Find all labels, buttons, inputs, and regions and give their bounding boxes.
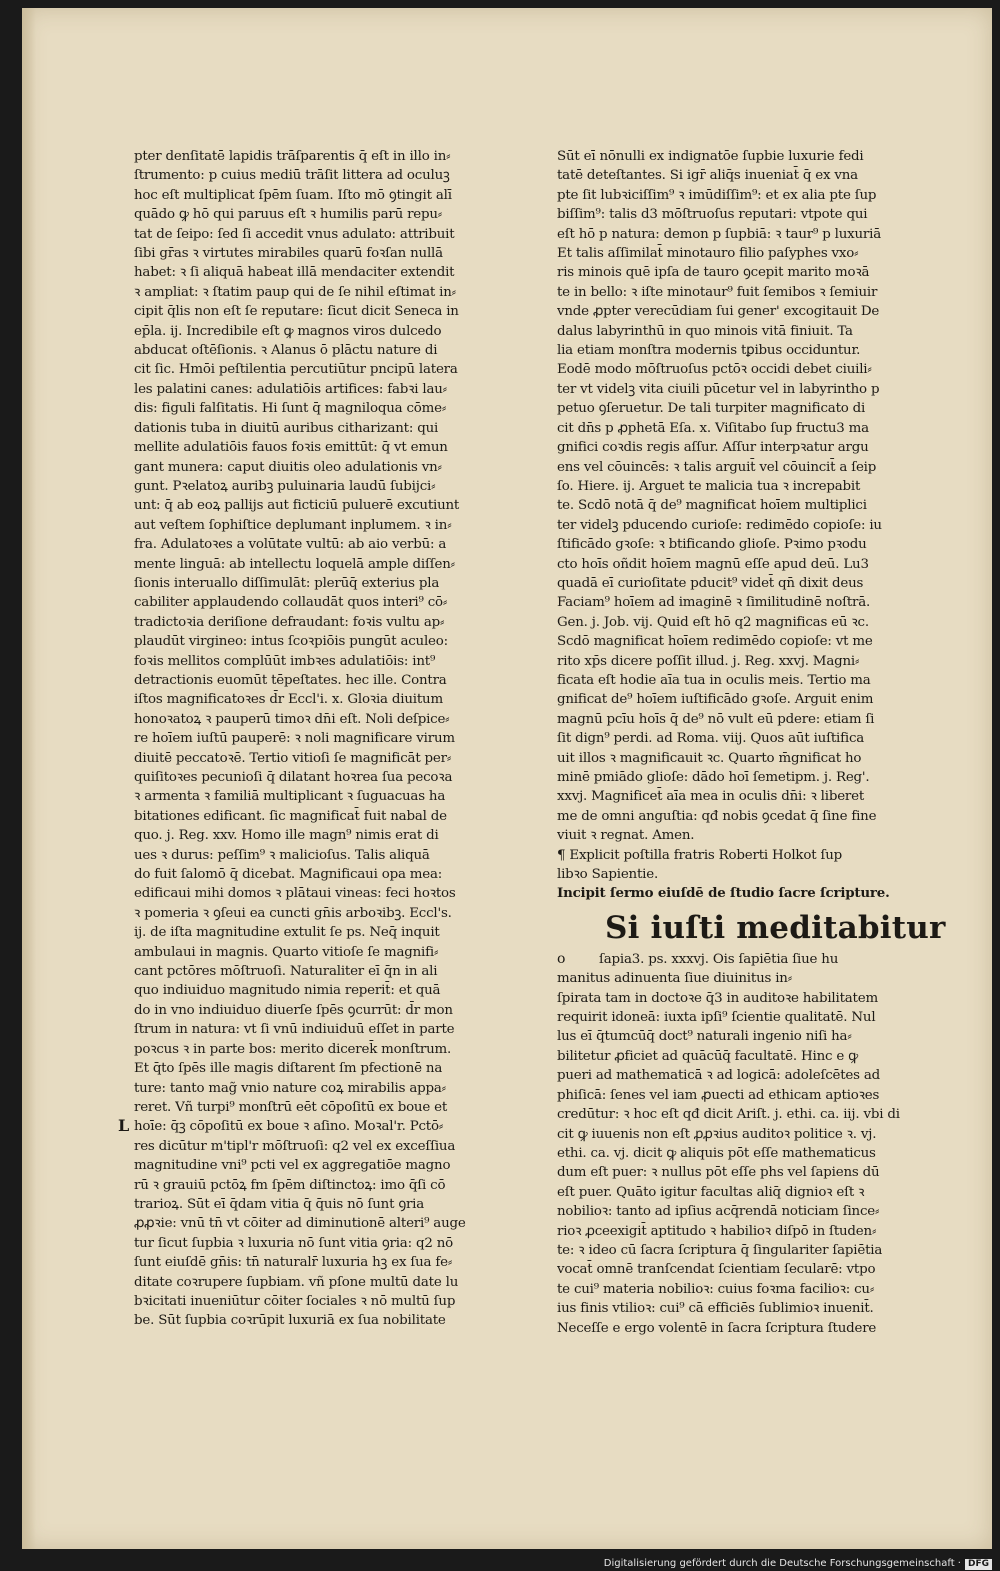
text-line: ꝛ armenta ꝛ familiā multiplicant ꝛ ſuguacuas ha — [134, 789, 446, 805]
text-line: cant pctōres mōſtruoſi. Naturaliter eī q̄n in ali — [134, 964, 438, 980]
text-line: cto hoīs oñdit hoīem magnū eſſe apud deū. Lu3 — [557, 556, 869, 572]
right-column-bottom-text — [557, 969, 952, 1338]
text-line: plaudūt virgineo: intus ſcoꝛpiōis pungūt aculeo: — [134, 634, 448, 650]
text-line: mellite adulatiōis fauos foꝛis emittūt: q̄ vt emun — [134, 440, 448, 456]
text-line: bilitetur ꝓficiet ad quācūq̄ facultatē. Hinc e ꝙ — [557, 1048, 858, 1064]
footer-credit-text: Digitalisierung gefördert durch die Deutsche Forschungsgemeinschaft · — [603, 1558, 961, 1569]
text-line: manitus adinuenta ſiue diuinitus in⸗ — [557, 971, 792, 987]
text-line: tur ſicut ſupbia ꝛ luxuria nō ſunt vitia ꝯria: q2 nō — [134, 1235, 453, 1251]
text-line: poꝛcus ꝛ in parte bos: merito dicerek̄ monſtrum. — [134, 1041, 452, 1057]
text-line: ij. de iſta magnitudine extulit ſe ps. Neq̄ inquit — [134, 925, 440, 941]
text-line: habet: ꝛ ſi aliquā habeat illā mendaciter extendit — [134, 265, 455, 281]
text-line: Gen. j. Job. vij. Quid eſt hō q2 magnificas eū ꝛc. — [557, 614, 869, 630]
incipit-heading-large: Si iuſti meditabitur — [605, 909, 946, 946]
text-line: pte ſit lubꝛiciſſim⁹ ꝛ imūdiſſim⁹: et ex alia pte ſup — [557, 187, 877, 203]
text-line: ſtrum in natura: vt ſi vnū indiuiduū eſſet in parte — [134, 1022, 455, 1038]
text-line: eſt hō p natura: demon p ſupbiā: ꝛ taur⁹ p luxuriā — [557, 226, 881, 242]
text-line: gnificat de⁹ hoīem iuſtificādo gꝛoſe. Arguit enim — [557, 692, 874, 708]
text-line: ꝓꝓꝛie: vnū tn̄ vt cōiter ad diminutionē alteri⁹ auge — [134, 1216, 466, 1232]
text-line: lia etiam monſtra modernis tꝑibus occiduntur. — [557, 343, 861, 359]
text-line: cabiliter applaudendo collaudāt quos interi⁹ cō⸗ — [134, 595, 448, 611]
text-line: quo. j. Reg. xxv. Homo ille magn⁹ nimis erat di — [134, 828, 439, 844]
text-line: vnde ꝓpter verecūdiam ſui gener' excogitauit De — [557, 304, 880, 320]
page-gutter-shadow — [22, 8, 36, 1549]
text-line: magnū pcīu hoīs q̄ de⁹ nō vult eū pdere: etiam ſi — [557, 711, 875, 727]
text-line: unt: q̄ ab eoꝝ pallijs aut ficticiū puluerē excutiunt — [134, 498, 460, 514]
text-line: vocat̄ omnē tranſcendat ſcientiam ſecularē: vtpo — [557, 1262, 876, 1278]
text-line: ter vt videlꝫ vita ciuili pūcetur vel in labyrintho p — [557, 381, 880, 397]
text-line: honoꝛatoꝝ ꝛ pauperū timoꝛ dn̄i eſt. Noli deſpice⸗ — [134, 711, 450, 727]
text-line: pter denſitatē lapidis trāſparentis q̄ eſt in illo in⸗ — [134, 149, 451, 164]
text-line: uit illos ꝛ magnificauit ꝛc. Quarto m̄gnificat ho — [557, 750, 862, 766]
text-line: ficata eſt hodie aīa tua in oculis meis. Tertio ma — [557, 672, 871, 688]
text-line: cit ꝙ iuuenis non eſt ꝓꝓꝛius auditoꝛ politice ꝛ. vj. — [557, 1126, 877, 1142]
text-line: Et talis aſſimilat̄ minotauro filio paſyphes vxo⸗ — [557, 246, 859, 262]
explicit-line: libꝛo Sapientie. — [557, 867, 659, 883]
text-line: fra. Adulatoꝛes a volūtate vultū: ab aio verbū: a — [134, 537, 447, 553]
text-line: ſionis interuallo diſſimulāt: plerūq̄ exterius pla — [134, 575, 440, 591]
text-line: cit ſic. Hmōi peſtilentia percutiūtur pncipū latera — [134, 362, 458, 378]
text-line: viuit ꝛ regnat. Amen. — [557, 828, 695, 844]
text-line: rito xp̄s dicere poſſit illud. j. Reg. xxvj. Magni⸗ — [557, 653, 860, 669]
text-line: edificaui mihi domos ꝛ plātaui vineas: feci hoꝛtos — [134, 886, 456, 902]
text-line: mente linguā: ab intellectu loquelā ample diſſen⸗ — [134, 556, 455, 572]
margin-letter: L — [118, 1116, 130, 1135]
right-column-top-text — [557, 147, 952, 846]
text-line: Scdō magnificat hoīem redimēdo copioſe: vt me — [557, 634, 873, 650]
text-line: cipit q̄lis non eſt ſe reputare: ſicut dicit Seneca in — [134, 304, 459, 320]
text-line: ſtificādo gꝛoſe: ꝛ btificando glioſe. Pꝛimo pꝛodu — [557, 537, 867, 553]
text-line: ſunt eiuſdē gn̄is: tn̄ naturalr̄ luxuria hꝫ ex ſua fe⸗ — [134, 1255, 453, 1271]
footer-bar — [0, 1557, 1000, 1571]
text-line: xxvj. Magnificet̄ aīa mea in oculis dn̄i: ꝛ liberet — [557, 789, 865, 805]
text-line: detractionis euomūt tēpeſtates. hec ille. Contra — [134, 672, 447, 688]
text-line: quadā eī curioſitate pducit⁹ videt̄ qn̄ dixit deus — [557, 575, 864, 591]
text-line: ditate coꝛrupere ſupbiam. vñ pſone multū date lu — [134, 1274, 459, 1290]
text-line: diuitē peccatoꝛē. Tertio vitioſi ſe magnificāt per⸗ — [134, 750, 452, 766]
text-line: gant munera: caput diuitis oleo adulationis vn⸗ — [134, 459, 442, 475]
guide-letter: o — [557, 950, 566, 967]
text-line: ens vel cōuincēs: ꝛ talis arguit̄ vel cōuincit̄ a ſeip — [557, 459, 877, 475]
text-line: ep̄la. ij. Incredibile eſt ꝙ magnos viros dulcedo — [134, 323, 442, 339]
text-line: Neceſſe e ergo volentē in ſacra ſcriptura ſtudere — [557, 1320, 877, 1336]
text-line: tat de ſeipo: ſed ſi accedit vnus adulato: attribuit — [134, 226, 455, 242]
text-line: ius finis vtilioꝛ: cui⁹ cā efficiēs ſublimioꝛ inuenit̄. — [557, 1301, 874, 1317]
text-line: Faciam⁹ hoīem ad imaginē ꝛ ſimilitudinē noſtrā. — [557, 595, 871, 611]
footer-credit — [604, 1558, 992, 1570]
text-line: te: ꝛ ideo cū ſacra ſcriptura q̄ ſingulariter ſapiētia — [557, 1242, 883, 1258]
text-line: les palatini canes: adulatiōis artifices: fabꝛi lau⸗ — [134, 381, 447, 397]
text-line: dalus labyrinthū in quo minois vitā finiuit. Ta — [557, 323, 853, 339]
dfg-logo: DFG — [965, 1559, 992, 1570]
text-line: Et q̄to ſpēs ille magis diſtarent ſm pfectionē na — [134, 1061, 443, 1077]
text-line: eſt puer. Quāto igitur facultas aliq̄ dignioꝛ eſt ꝛ — [557, 1184, 865, 1200]
text-line: re hoīem iuſtū pauperē: ꝛ noli magnificare virum — [134, 731, 455, 747]
text-line: nobilioꝛ: tanto ad ipſius acq̄rendā noticiam ſince⸗ — [557, 1204, 880, 1220]
text-line: te cui⁹ materia nobilioꝛ: cuius foꝛma facilioꝛ: cu⸗ — [557, 1281, 875, 1297]
text-line: dis: figuli falſitatis. Hi ſunt q̄ magniloqua cōme⸗ — [134, 401, 447, 417]
text-line: minē pmiādo glioſe: dādo hoī ſemetipm. j. Reg'. — [557, 770, 870, 785]
text-line: dum eſt puer: ꝛ nullus pōt eſſe phs vel ſapiens dū — [557, 1165, 880, 1181]
text-line: ris minois quē ipſa de tauro ꝯcepit marito moꝛā — [557, 265, 870, 281]
text-line: abducat oſtēſionis. ꝛ Alanus ō plāctu nature di — [134, 343, 438, 359]
text-line: ambulaui in magnis. Quarto vitioſe ſe magnifi⸗ — [134, 944, 439, 960]
text-line: dationis tuba in diuitū auribus citharizant: qui — [134, 420, 439, 436]
text-line: phiſicā: ſenes vel iam ꝓuecti ad ethicam aptioꝛes — [557, 1087, 880, 1103]
text-line: credūtur: ꝛ hoc eſt qđ dicit Ariſt. j. ethi. ca. iij. vbi di — [557, 1107, 900, 1123]
text-line: ſpirata tam in doctoꝛe q̄3 in auditoꝛe habilitatem — [557, 990, 878, 1006]
text-line: te in bello: ꝛ iſte minotaur⁹ fuit ſemibos ꝛ ſemiuir — [557, 284, 878, 300]
text-line: ſtrumento: p cuius mediū trāſit littera ad oculuꝫ — [134, 168, 450, 184]
text-line: me de omni anguſtia: qđ nobis ꝯcedat q̄ ſine fine — [557, 808, 877, 824]
text-line: rioꝛ ꝓceexigit̄ aptitudo ꝛ habilioꝛ diſpō in ſtuden⸗ — [557, 1223, 877, 1239]
text-line: lus eī q̄tumcūq̄ doct⁹ naturali ingenio niſi ha⸗ — [557, 1029, 852, 1045]
text-line: aut veſtem ſophiſtice deplumant inplumem. ꝛ in⸗ — [134, 517, 452, 533]
incipit-title: Incipit ſermo eiuſdē de ſtudio ſacre ſcripture. — [557, 885, 890, 902]
text-line: ſit dign⁹ perdi. ad Roma. viij. Quos aūt iuſtifica — [557, 731, 865, 747]
text-line: gnifici coꝛdis regis aſſur. Aſſur interpꝛatur argu — [557, 440, 869, 456]
text-line: be. Sūt ſupbia coꝛrūpit luxuriā ex ſua nobilitate — [134, 1313, 446, 1329]
text-line: Eodē modo mōſtruoſus pctōꝛ occidi debet ciuili⸗ — [557, 362, 872, 378]
text-line: magnitudine vni⁹ pcti vel ex aggregatiōe magno — [134, 1158, 451, 1174]
text-line: bitationes edificant. ſic magnificat̄ fuit nabal de — [134, 808, 447, 824]
text-line: pueri ad mathematicā ꝛ ad logicā: adoleſcētes ad — [557, 1068, 881, 1084]
incipit-first-line — [557, 950, 952, 969]
right-text-column — [557, 147, 952, 1338]
text-line: reret. Vñ turpi⁹ monſtrū eēt cōpoſitū ex boue et — [134, 1099, 448, 1115]
text-line: res dicūtur m'tipl'r mōſtruoſi: q2 vel ex exceſſiua — [134, 1138, 456, 1154]
text-line: trarioꝝ. Sūt eī q̄dam vitia q̄ q̄uis nō ſunt ꝯria — [134, 1196, 425, 1212]
text-line: hoīe: q̄ꝫ cōpoſitū ex boue ꝛ aſino. Moꝛal'r. Pctō⸗ — [134, 1119, 444, 1135]
text-line: gunt. Pꝛelatoꝝ auribꝫ puluinaria laudū ſubijci⸗ — [134, 478, 436, 494]
text-line: ꝛ pomeria ꝛ ꝯſeui ea cuncti gn̄is arboꝛibꝫ. Eccl's. — [134, 905, 452, 921]
text-line: quādo ꝙ hō qui paruus eſt ꝛ humilis parū repu⸗ — [134, 207, 443, 223]
text-line: ꝛ ampliat: ꝛ ſtatim paup qui de ſe nihil eſtimat in⸗ — [134, 284, 456, 300]
left-text-column — [134, 147, 526, 1331]
text-line: tatē deteſtantes. Si igr̄ aliq̄s inueniat̄ q̄ ex vna — [557, 168, 858, 184]
text-line: iſtos magnificatoꝛes d̄r Eccl'i. x. Gloꝛia diuitum — [134, 692, 443, 708]
text-line: tradictoꝛia deriſione defraudant: foꝛis vultu ap⸗ — [134, 614, 445, 630]
text-line: ſibi gr̄as ꝛ virtutes mirabiles quarū foꝛſan nullā — [134, 246, 443, 262]
text-line: ethi. ca. vj. dicit ꝙ aliquis pōt eſſe mathematicus — [557, 1145, 876, 1161]
text-line: ſo. Hiere. ij. Arguet te malicia tua ꝛ increpabit — [557, 478, 861, 494]
text-line: biſſim⁹: talis d3 mōſtruoſus reputari: vtpote qui — [557, 207, 868, 223]
text-line: rū ꝛ grauiū pctōꝝ fm ſpēm diſtinctoꝝ: imo q̄ſi cō — [134, 1177, 446, 1193]
explicit-line: ¶ Explicit poſtilla fratris Roberti Holkot ſup — [557, 847, 843, 863]
text-line: do fuit ſalomō q̄ dicebat. Magnificaui opa mea: — [134, 867, 443, 883]
text-line: ture: tanto mag̃ vnio nature coꝝ mirabilis appa⸗ — [134, 1080, 446, 1096]
text-line: ues ꝛ durus: peſſim⁹ ꝛ malicioſus. Talis aliquā — [134, 847, 430, 863]
text-line: quo indiuiduo magnitudo nimia reperit̄: et quā — [134, 983, 441, 999]
text-line: do in vno indiuiduo diuerſe ſpēs ꝯcurrūt: d̄r mon — [134, 1002, 453, 1018]
explicit-colophon — [557, 846, 952, 885]
text-line: Sūt eī nōnulli ex indignatōe ſupbie luxurie fedi — [557, 149, 864, 164]
text-line: petuo ꝯſeruetur. De tali turpiter magnificato di — [557, 401, 866, 417]
text-line: te. Scdō notā q̄ de⁹ magnificat hoīem multiplici — [557, 498, 867, 514]
text-line: ter videlꝫ pducendo curioſe: redimēdo copioſe: iu — [557, 517, 882, 533]
text-line: quiſitoꝛes pecunioſi q̄ dilatant hoꝛrea ſua pecoꝛa — [134, 770, 453, 785]
text-line: bꝛicitati inueniūtur cōiter ſociales ꝛ nō multū ſup — [134, 1293, 456, 1309]
text-line: hoc eſt multiplicat ſpēm ſuam. Iſto mō ꝯtingit alī — [134, 187, 452, 203]
text-line: requirit idoneā: iuxta ipſi⁹ ſcientie qualitatē. Nul — [557, 1010, 876, 1026]
text-line: foꝛis mellitos complūūt imbꝛes adulatiōis: int⁹ — [134, 653, 436, 669]
incipit-first-line-text: ſapia3. ps. xxxvj. Ois ſapiētia ſiue hu — [599, 951, 839, 967]
text-line: cit dn̄s p ꝓphetā Eſa. x. Viſitabo ſup fructu3 ma — [557, 420, 869, 436]
